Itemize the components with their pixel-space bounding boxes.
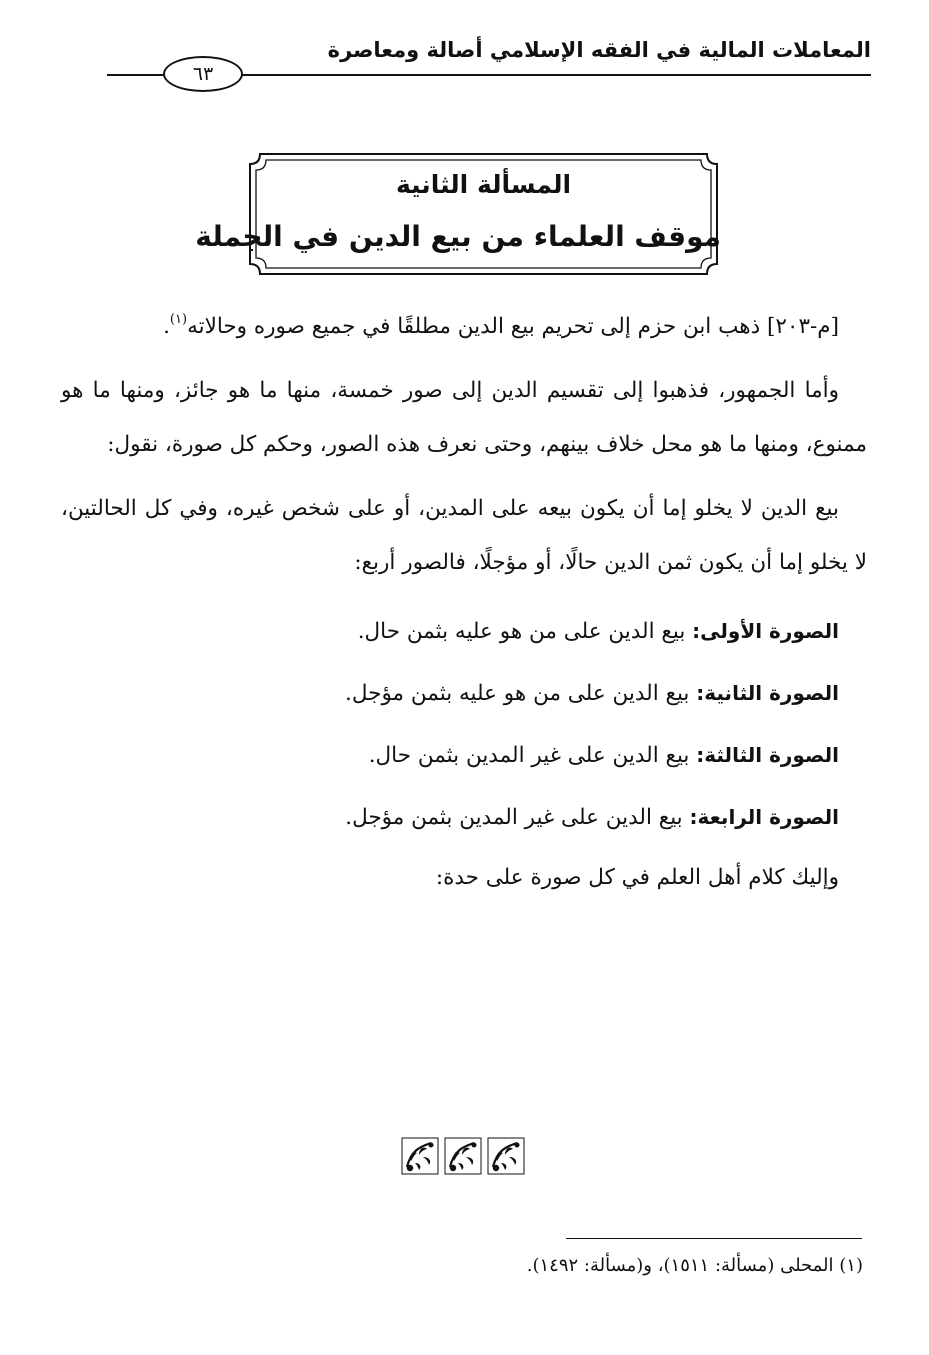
footnote: (١) المحلى (مسألة: ١٥١١)، و(مسألة: ١٤٩٢). [526,1255,863,1276]
list-item [61,724,867,786]
footnote-rule [566,1238,862,1239]
section-title-frame [195,150,721,278]
list-item [61,600,867,662]
form-label: الصورة الأولى: [692,619,839,643]
form-text: بيع الدين على غير المدين بثمن حال. [368,743,690,768]
section-number-title: المسألة الثانية [395,170,572,199]
form-text: بيع الدين على من هو عليه بثمن حال. [357,619,686,644]
list-item [61,662,867,724]
section-title: موقف العلماء من بيع الدين في الجملة [195,220,721,253]
body-text [61,300,867,908]
form-text: بيع الدين على من هو عليه بثمن مؤجل. [345,681,690,706]
paragraph-text: [م-٢٠٣] ذهب ابن حزم إلى تحريم بيع الدين مطلقًا في جميع صوره وحالاته [187,314,839,339]
form-label: الصورة الرابعة: [689,805,839,829]
forms-list [61,600,867,848]
form-label: الصورة الثانية: [696,681,839,705]
footnote-reference: (١) [169,312,188,327]
form-text: بيع الدين على غير المدين بثمن مؤجل. [345,805,683,830]
paragraph-division: بيع الدين لا يخلو إما أن يكون بيعه على المدين، أو على شخص غيره، وفي كل الحالتين، لا يخلو إما أن يكون ثمن الدين حالًا، أو مؤجلًا، فالصور أربع: [61,496,867,575]
paragraph-majority: وأما الجمهور، فذهبوا إلى تقسيم الدين إلى صور خمسة، منها ما هو جائز، ومنها ما هو ممنوع، ومنها ما هو محل خلاف بينهم، وحتى نعرف هذه الصور، وحكم كل صورة، نقول: [61,378,867,457]
floral-ornament-icon [400,1135,526,1177]
form-label: الصورة الثالثة: [696,743,839,767]
page-number: ٦٣ [163,56,243,92]
paragraph-end: . [163,314,170,339]
paragraph-ibn-hazm [61,300,867,354]
closing-line: وإليك كلام أهل العلم في كل صورة على حدة: [435,865,839,890]
list-item [61,786,867,848]
running-title: المعاملات المالية في الفقه الإسلامي أصالة ومعاصرة [327,38,871,62]
